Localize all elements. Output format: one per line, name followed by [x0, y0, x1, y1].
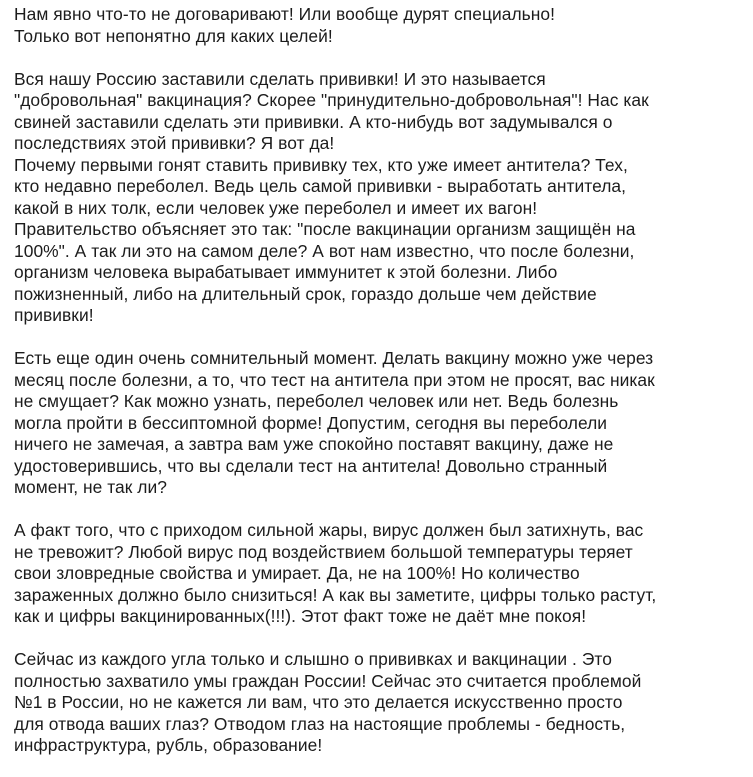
text-line: как и цифры вакцинированных(!!!). Этот факт тоже не даёт мне покоя! — [14, 606, 587, 626]
text-line: кто недавно переболел. Ведь цель самой прививки - выработать антитела, — [14, 176, 627, 196]
text-line: Сейчас из каждого угла только и слышно о прививках и вакцинации . Это — [14, 649, 612, 669]
text-line: Правительство объясняет это так: "после вакцинации организм защищён на — [14, 219, 636, 239]
text-line: свиней заставили сделать эти прививки. А кто-нибудь вот задумывался о — [14, 111, 613, 132]
paragraph-4 — [14, 520, 745, 628]
paragraph-1 — [14, 4, 745, 47]
text-line: Нам явно что-то не договаривают! Или вообще дурят специально! — [14, 4, 556, 24]
text-line: А факт того, что с приходом сильной жары, вирус должен был затихнуть, вас — [14, 520, 644, 540]
text-line: какой в них толк, если человек уже переболел и имеет их вагон! — [14, 197, 538, 218]
text-line: удостоверившись, что вы сделали тест на антитела! Довольно странный — [14, 455, 608, 476]
text-line: Вся нашу Россию заставили сделать прививки! И это называется — [14, 68, 546, 89]
text-line: полностью захватило умы граждан России! Сейчас это считается проблемой — [14, 670, 642, 691]
text-line: могла пройти в бессиптомной форме! Допустим, сегодня вы переболели — [14, 412, 608, 433]
text-line: №1 в России, но не кажется ли вам, что это делается искусственно просто — [14, 692, 623, 712]
text-line: пожизненный, либо на длительный срок, гораздо дольше чем действие — [14, 283, 597, 304]
text-line: "добровольная" вакцинация? Скорее "принудительно-добровольная"! Нас как — [14, 90, 649, 110]
text-line: 100%". А так ли это на самом деле? А вот нам известно, что после болезни, — [14, 240, 635, 261]
text-line: Только вот непонятно для каких целей! — [14, 25, 333, 46]
text-line: организм человека вырабатывает иммунитет к этой болезни. Либо — [14, 262, 558, 282]
text-line: месяц после болезни, а то, что тест на антитела при этом не просят, вас никак — [14, 369, 655, 390]
paragraph-3 — [14, 348, 745, 499]
text-line: прививки! — [14, 305, 94, 325]
text-line: Почему первыми гонят ставить прививку тех, кто уже имеет антитела? Тех, — [14, 154, 628, 175]
text-line: свои зловредные свойства и умирает. Да, не на 100%! Но количество — [14, 563, 580, 583]
text-line: последствиях этой прививки? Я вот да! — [14, 133, 335, 153]
paragraph-2 — [14, 69, 745, 327]
text-line: ничего не замечая, а завтра вам уже спокойно поставят вакцину, даже не — [14, 434, 614, 454]
text-line: момент, не так ли? — [14, 477, 167, 497]
paragraph-5 — [14, 649, 745, 757]
text-line: Есть еще один очень сомнительный момент. Делать вакцину можно уже через — [14, 348, 654, 368]
text-line: не смущает? Как можно узнать, переболел человек или нет. Ведь болезнь — [14, 391, 619, 411]
text-line: для отвода ваших глаз? Отводом глаз на настоящие проблемы - бедность, — [14, 713, 626, 734]
text-line: инфраструктура, рубль, образование! — [14, 735, 323, 755]
text-line: не тревожит? Любой вирус под воздействием большой температуры теряет — [14, 541, 633, 562]
text-line: зараженных должно было снизиться! А как вы заметите, цифры только растут, — [14, 584, 657, 605]
